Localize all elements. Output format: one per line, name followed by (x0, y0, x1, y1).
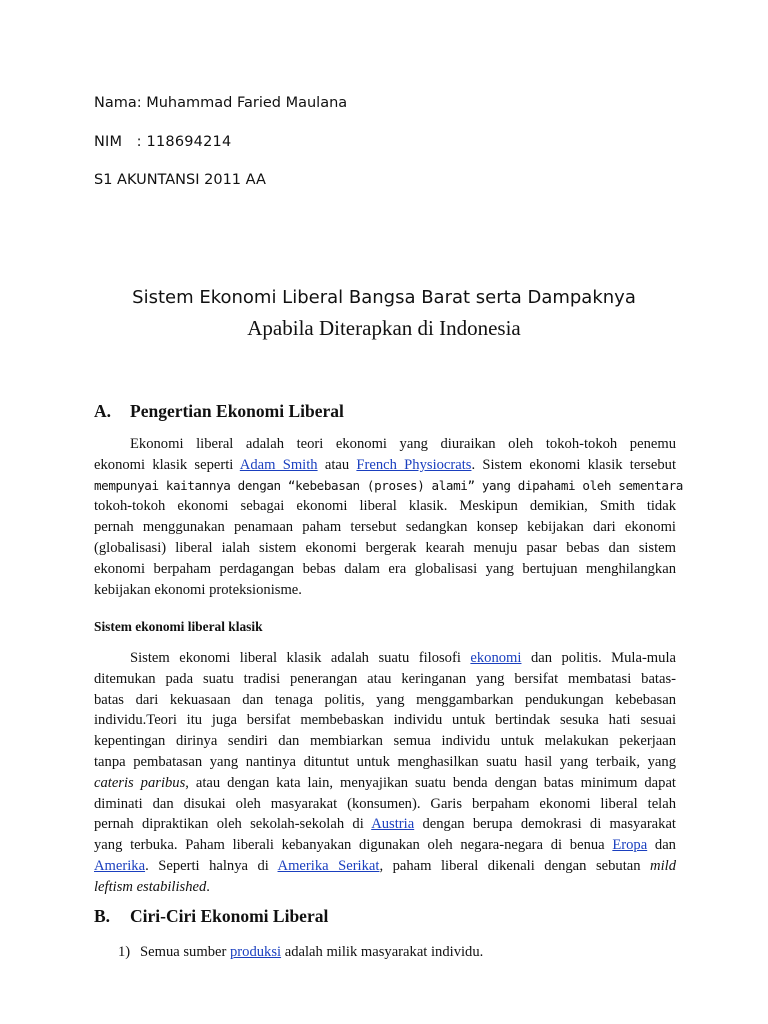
paragraph-line (94, 455, 676, 476)
text-run: . Seperti halnya di (145, 857, 278, 874)
paragraph-line: kebijakan ekonomi proteksionisme. (94, 581, 302, 598)
paragraph-line (94, 835, 676, 856)
paragraph-line: batas dari kekuasaan dan tenaga politis, yang menggambarkan pendukungan kebebasan (94, 691, 676, 708)
section-a-heading (94, 401, 344, 422)
paragraph-line: tanpa pembatasan yang nantinya dituntut untuk menghasilkan suatu hasil yang terbaik, yang (94, 753, 676, 770)
student-name: Nama: Muhammad Faried Maulana (94, 95, 348, 111)
paragraph-line: pernah menggunakan penamaan paham tersebut sedangkan konsep kebijakan dari ekonomi (94, 519, 676, 536)
link-ekonomi[interactable]: ekonomi (470, 650, 522, 666)
paragraph-line (94, 648, 676, 669)
link-amerika-serikat[interactable]: Amerika Serikat (277, 857, 380, 874)
italic-term: mild (650, 857, 676, 874)
text-run: . Sistem ekonomi klasik tersebut (471, 456, 677, 473)
text-run: dan politis. Mula-mula (521, 650, 676, 666)
text-run: dengan berupa demokrasi di masyarakat (414, 816, 676, 833)
section-b-heading (94, 906, 328, 927)
text-run: adalah milik masyarakat individu. (281, 944, 484, 960)
paragraph-line (94, 877, 676, 898)
subheading-liberal-klasik: Sistem ekonomi liberal klasik (94, 619, 263, 634)
student-nim: NIM : 118694214 (94, 134, 232, 150)
text-run: ekonomi klasik seperti (94, 456, 240, 473)
section-b-title: Ciri-Ciri Ekonomi Liberal (130, 906, 329, 926)
text-run: pernah dipraktikan oleh sekolah-sekolah di (94, 816, 372, 833)
paragraph-line: ekonomi berpaham perdagangan bebas dalam era globalisasi yang bertujuan menghilangkan (94, 560, 676, 577)
paragraph-line: kepentingan dirinya sendiri dan membiarkan semua individu untuk melakukan pekerjaan (94, 733, 676, 750)
list-item-number: 1) (118, 944, 131, 960)
section-a-number: A. (94, 401, 112, 421)
italic-term: cateris paribus (94, 774, 186, 791)
paragraph-line: Ekonomi liberal adalah teori ekonomi yang diuraikan oleh tokoh-tokoh penemu (130, 436, 676, 452)
document-title-line1: Sistem Ekonomi Liberal Bangsa Barat serta Dampaknya (132, 287, 636, 308)
paragraph-line: (globalisasi) liberal ialah sistem ekonomi bergerak kearah menuju pasar bebas dan sistem (94, 539, 676, 556)
paragraph-line: ditemukan pada suatu tradisi penerangan atau keringanan yang bersifat membatasi batas- (94, 670, 676, 687)
paragraph-line (94, 856, 676, 877)
section-b-number: B. (94, 906, 111, 926)
section-a-title: Pengertian Ekonomi Liberal (130, 401, 344, 421)
italic-term: leftism estabilished (94, 878, 207, 895)
paragraph-line: individu.Teori itu juga bersifat membebaskan individu untuk bertindak sesuka hati sesuai (94, 712, 676, 729)
paragraph-line: mempunyai kaitannya dengan “kebebasan (proses) alami” yang dipahami oleh sementara (94, 477, 683, 493)
link-produksi[interactable]: produksi (229, 944, 282, 960)
text-run: atau (317, 456, 357, 473)
liberal-klasik-paragraph (94, 648, 676, 898)
paragraph-line (94, 773, 676, 794)
text-run: . (206, 878, 210, 895)
list-item (118, 944, 483, 961)
text-run: yang terbuka. Paham liberali kebanyakan digunakan oleh negara-negara di benua (94, 837, 613, 854)
text-run: Sistem ekonomi liberal klasik adalah suatu filosofi (130, 650, 471, 666)
paragraph-line: tokoh-tokoh ekonomi sebagai ekonomi liberal klasik. Meskipun demikian, Smith tidak (94, 498, 676, 515)
document-title-line2: Apabila Diterapkan di Indonesia (247, 316, 521, 340)
paragraph-line: diminati dan disukai oleh masyarakat (konsumen). Garis berpaham ekonomi liberal telah (94, 795, 676, 812)
link-amerika[interactable]: Amerika (94, 857, 146, 874)
student-class: S1 AKUNTANSI 2011 AA (94, 172, 266, 188)
section-a-paragraph (94, 434, 683, 600)
text-run: , paham liberal dikenali dengan sebutan (379, 857, 651, 874)
text-run: dan (647, 837, 676, 854)
link-austria[interactable]: Austria (371, 816, 415, 833)
link-french-physiocrats[interactable]: French Physiocrats (356, 456, 472, 473)
paragraph-line (94, 814, 676, 835)
link-eropa[interactable]: Eropa (612, 837, 648, 854)
text-run: , atau dengan kata lain, menyajikan suatu benda dengan batas minimum dapat (185, 774, 676, 791)
link-adam-smith[interactable]: Adam Smith (239, 456, 318, 473)
text-run: Semua sumber (140, 944, 230, 960)
